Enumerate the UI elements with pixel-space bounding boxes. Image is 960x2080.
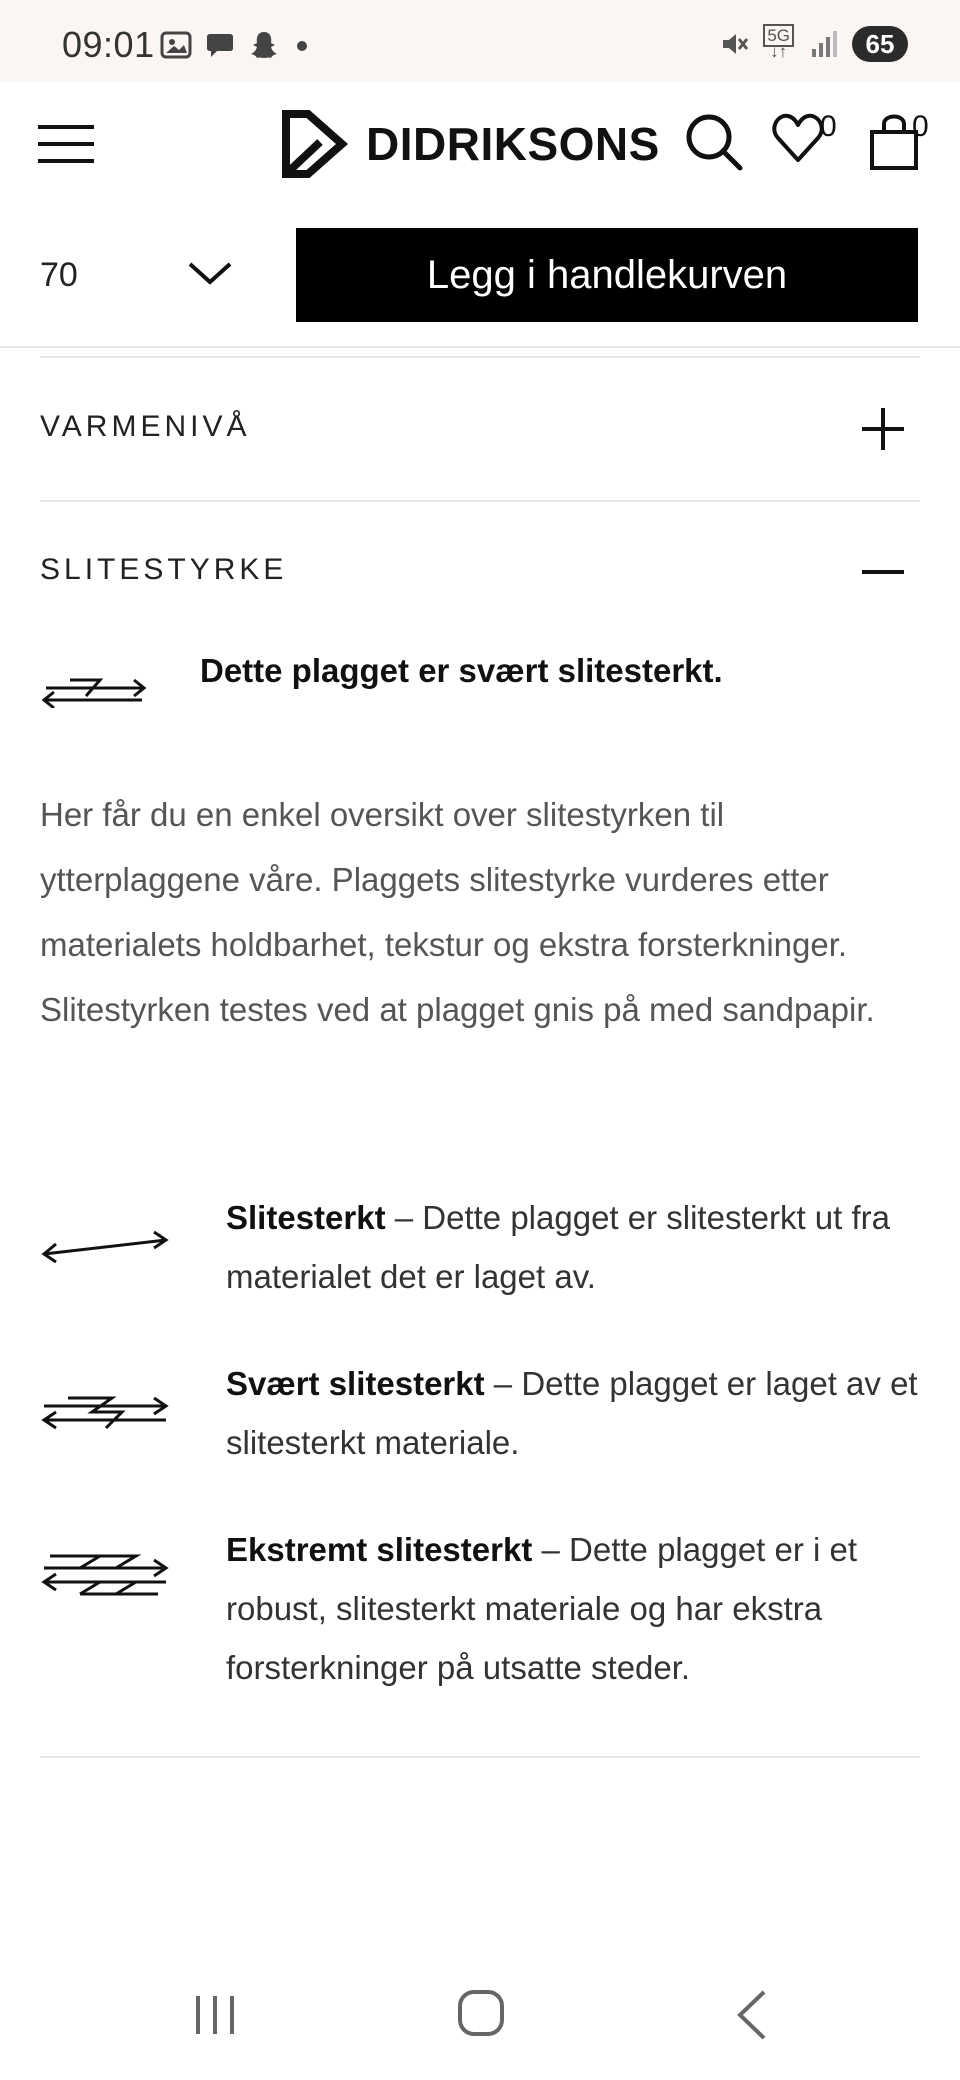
divider	[40, 356, 920, 358]
5g-icon: 5G ↓↑	[763, 28, 794, 60]
system-nav-bar	[0, 1960, 960, 2080]
battery-icon: 65	[852, 26, 908, 62]
size-select[interactable]	[40, 228, 240, 318]
heart-icon[interactable]	[770, 110, 826, 166]
wishlist-count: 0	[820, 110, 837, 143]
dot-icon	[292, 30, 312, 60]
level-separator: –	[532, 1531, 570, 1568]
very-durable-icon	[40, 668, 148, 708]
site-header	[0, 82, 960, 202]
level-name: Slitesterkt	[226, 1199, 386, 1236]
brand-name: DIDRIKSONS	[366, 118, 660, 170]
durability-level-text	[226, 1188, 956, 1306]
network-type: 5G	[763, 24, 794, 47]
mute-icon	[719, 29, 749, 59]
accordion-title-warmth: VARMENIVÅ	[40, 410, 251, 443]
gallery-icon	[160, 30, 192, 60]
durability-rating-text: Dette plagget er svært slitesterkt.	[200, 652, 723, 689]
durable-icon	[40, 1222, 170, 1266]
level-name: Svært slitesterkt	[226, 1365, 485, 1402]
extremely-durable-icon	[40, 1550, 170, 1600]
durability-description: Her får du en enkel oversikt over slitestyrken til ytterplaggene våre. Plaggets slitestyrke vurderes etter materialets holdbarhet, tekstur og ekstra forsterkninger. Slitestyrken testes ved at plagget gnis på med sandpapir.	[40, 796, 875, 1028]
chat-icon	[204, 30, 236, 60]
accordion-title-durability: SLITESTYRKE	[40, 553, 288, 586]
level-description: Dette plagget er i et robust, slitesterkt materiale og har ekstra forsterkninger på utsatte steder.	[226, 1531, 858, 1686]
notification-icons	[160, 30, 312, 60]
size-value: 70	[40, 256, 78, 294]
logo-icon	[280, 108, 352, 180]
purchase-bar	[0, 202, 960, 348]
recent-apps-icon[interactable]	[190, 1990, 240, 2040]
divider	[40, 500, 920, 502]
cart-count: 0	[912, 110, 929, 143]
signal-icon	[808, 29, 838, 59]
minus-icon[interactable]	[860, 549, 906, 595]
add-to-cart-button[interactable]: Legg i handlekurven	[296, 228, 918, 322]
very-durable-icon	[40, 1390, 170, 1434]
divider	[40, 1756, 920, 1758]
system-status-icons	[719, 26, 908, 62]
level-separator: –	[385, 1199, 423, 1236]
brand-logo[interactable]	[280, 108, 660, 180]
status-time: 09:01	[62, 24, 155, 65]
chevron-down-icon	[188, 258, 232, 288]
level-description: Dette plagget er laget av et slitesterkt materiale.	[226, 1365, 918, 1461]
search-icon[interactable]	[682, 110, 746, 174]
durability-level-text	[226, 1354, 956, 1472]
menu-icon[interactable]	[38, 124, 94, 164]
back-icon[interactable]	[728, 1988, 778, 2042]
level-separator: –	[484, 1365, 522, 1402]
durability-level-text	[226, 1520, 956, 1697]
snapchat-icon	[248, 30, 280, 60]
status-bar	[0, 0, 960, 82]
level-description: Dette plagget er slitesterkt ut fra materialet det er laget av.	[226, 1199, 891, 1295]
home-icon[interactable]	[456, 1986, 506, 2040]
plus-icon[interactable]	[860, 406, 906, 452]
level-name: Ekstremt slitesterkt	[226, 1531, 533, 1568]
durability-rating	[40, 650, 920, 730]
